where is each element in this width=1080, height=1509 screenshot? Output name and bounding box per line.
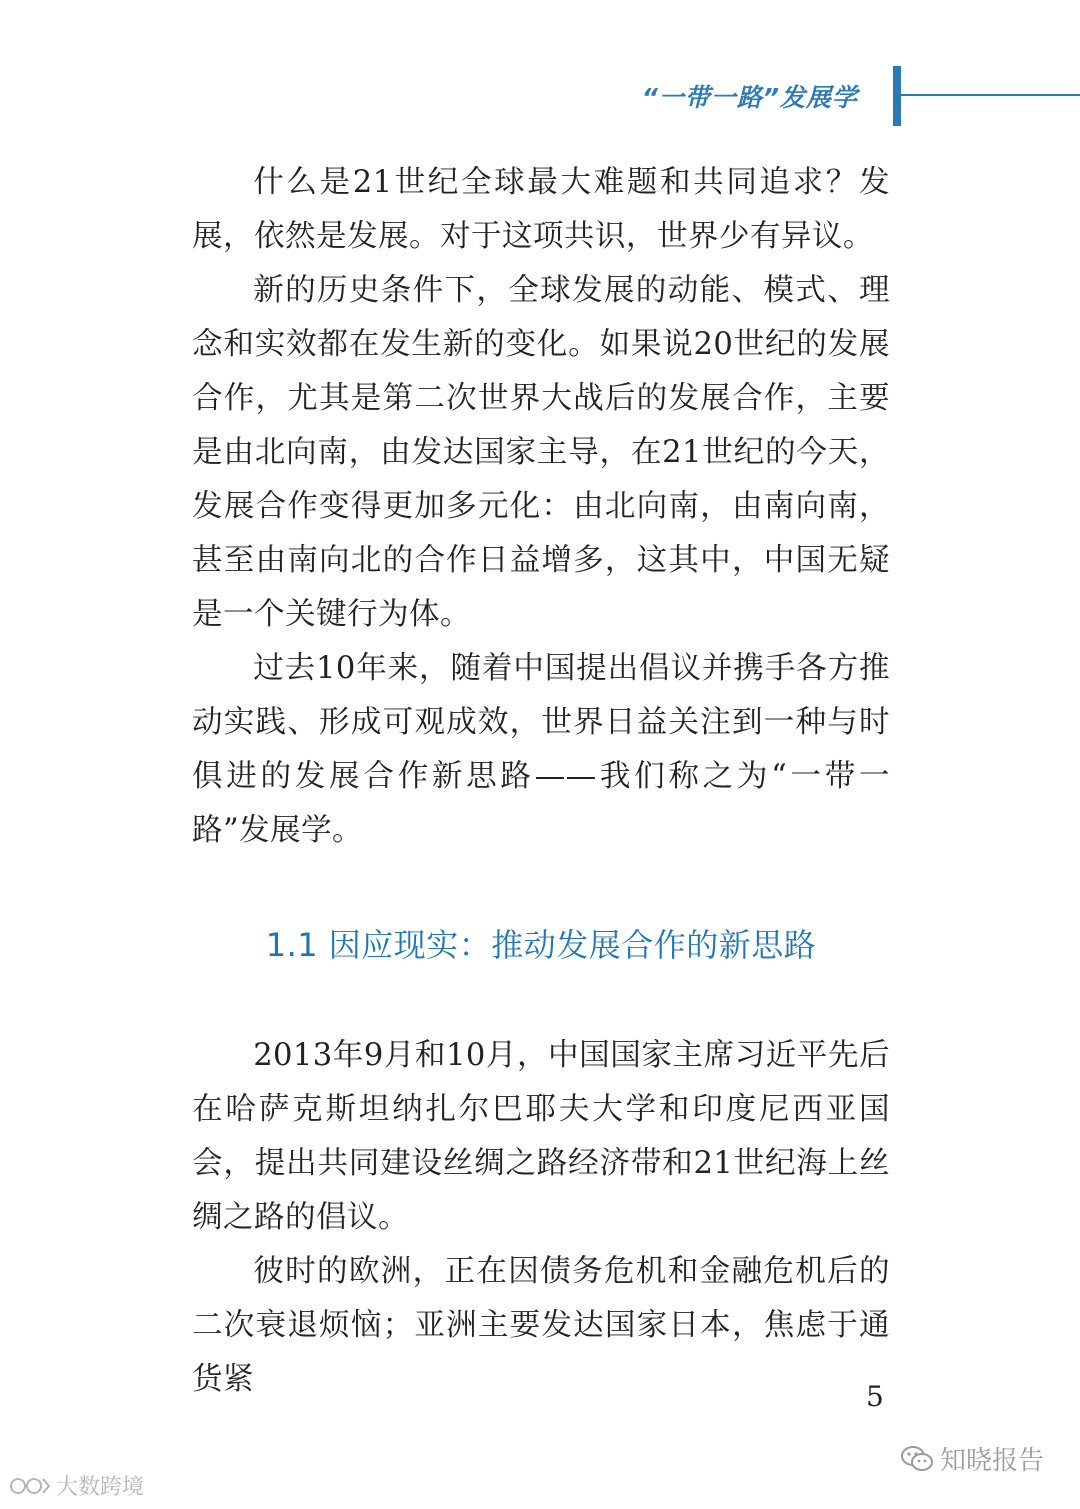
paragraph: 新的历史条件下，全球发展的动能、模式、理念和实效都在发生新的变化。如果说20世纪的发展合作，尤其是第二次世界大战后的发展合作，主要是由北向南，由发达国家主导，在21世纪的今天，发展合作变得更加多元化：由北向南，由南向南，甚至由南向北的合作日益增多，这其中，中国无疑是一个关键行为体。 <box>192 273 890 632</box>
header-rule <box>901 94 1080 96</box>
section-text <box>192 1029 890 1407</box>
paragraph: 2013年9月和10月，中国国家主席习近平先后在哈萨克斯坦纳扎尔巴耶夫大学和印度尼西亚国会，提出共同建设丝绸之路经济带和21世纪海上丝绸之路的倡议。 <box>192 1038 890 1235</box>
intro-text <box>192 156 890 858</box>
paragraph: 过去10年来，随着中国提出倡议并携手各方推动实践、形成可观成效，世界日益关注到一种与时俱进的发展合作新思路——我们称之为“一带一路”发展学。 <box>192 651 890 848</box>
watermark-left-text: 大数跨境 <box>56 1475 145 1500</box>
running-header: “一带一路”发展学 <box>641 83 858 112</box>
paragraph: 彼时的欧洲，正在因债务危机和金融危机后的二次衰退烦恼；亚洲主要发达国家日本，焦虑于通货紧 <box>192 1254 890 1397</box>
logo-icon <box>8 1473 52 1499</box>
page-number: 5 <box>866 1380 884 1413</box>
section-heading: 1.1 因应现实：推动发展合作的新思路 <box>265 926 817 964</box>
paragraph: 什么是21世纪全球最大难题和共同追求？发展，依然是发展。对于这项共识，世界少有异议。 <box>192 165 890 254</box>
header-accent-bar <box>893 66 901 126</box>
watermark-left <box>8 1470 144 1501</box>
watermark-right <box>900 1440 1044 1477</box>
watermark-right-text: 知晓报告 <box>940 1446 1045 1476</box>
wechat-icon <box>900 1444 934 1474</box>
